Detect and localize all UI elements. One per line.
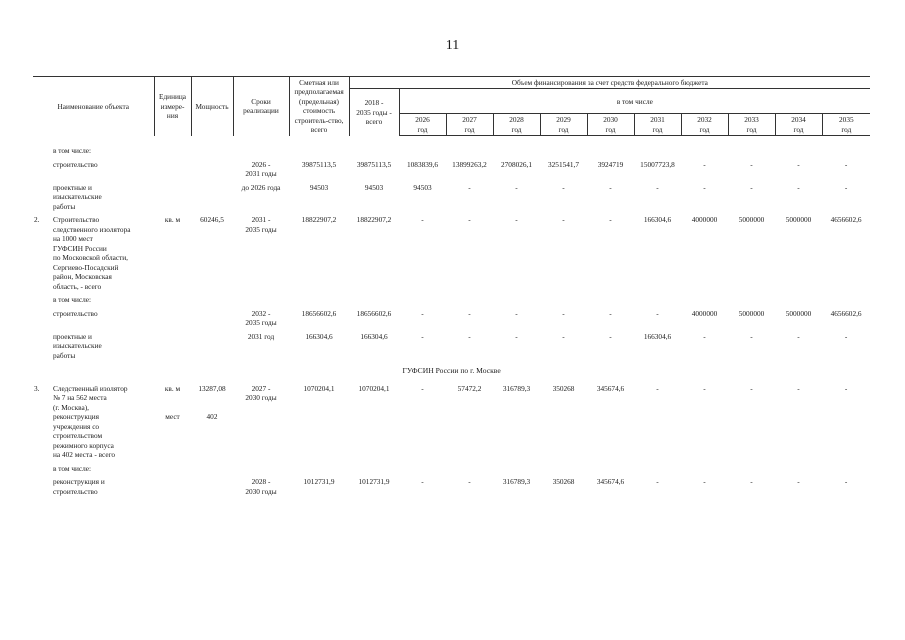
header-year: 2028 год [493, 114, 540, 136]
row-index [33, 307, 52, 330]
year-value-cell: - [468, 215, 471, 225]
cost-cell: 18656602,6 [301, 308, 337, 318]
year-value-cell [446, 293, 493, 306]
total-cell [349, 293, 399, 306]
year-value-cell: - [468, 308, 471, 318]
year-value-cell: - [421, 215, 424, 225]
year-value-cell: 2708026,1 [501, 159, 533, 169]
capacity-cell [191, 330, 233, 362]
year-value-cell: 350268 [552, 383, 575, 393]
object-name: строительство [53, 159, 98, 169]
terms-cell: 2028 - 2030 годы [245, 477, 277, 496]
table-body-object-3 [33, 382, 870, 498]
capacity-cell [191, 307, 233, 330]
header-year: 2035 год [822, 114, 870, 136]
cost-cell: 1012731,9 [303, 477, 335, 487]
row-index: 3. [34, 383, 40, 393]
cost-cell: 166304,6 [305, 331, 333, 341]
year-value-cell [681, 144, 728, 157]
total-cell: 18656602,6 [356, 308, 392, 318]
table-row [33, 307, 870, 330]
header-financing: Объем финансирования за счет средств федерального бюджета [349, 77, 870, 89]
total-cell: 1012731,9 [358, 477, 390, 487]
section-title: ГУФСИН России по г. Москве [402, 366, 501, 376]
year-value-cell: - [656, 182, 659, 192]
terms-cell [233, 293, 289, 306]
table-row [33, 475, 870, 498]
year-value-cell: - [844, 182, 848, 192]
row-index [33, 144, 52, 157]
year-value-cell: 350268 [552, 477, 575, 487]
unit-cell: кв. м мест [164, 383, 181, 422]
year-value-cell: 316789,3 [502, 477, 531, 487]
table-row [33, 382, 870, 462]
year-value-cell [634, 144, 681, 157]
year-value-cell [681, 293, 728, 306]
year-value-cell: - [515, 215, 518, 225]
year-value-cell: 4656602,6 [830, 308, 862, 318]
table-row [33, 293, 870, 306]
header-year: 2031 год [634, 114, 681, 136]
year-value-cell: 166304,6 [643, 331, 672, 341]
row-index [33, 158, 52, 181]
capacity-cell [191, 144, 233, 157]
table-body-object-1-2 [33, 136, 870, 362]
terms-cell: 2032 - 2035 годы [245, 308, 277, 328]
year-value-cell: 316789,3 [502, 383, 531, 393]
capacity-cell: 13287,08 402 [198, 383, 226, 422]
table-header [33, 77, 870, 136]
unit-cell [154, 307, 191, 330]
terms-cell [233, 144, 289, 157]
year-value-cell: - [609, 331, 612, 341]
year-value-cell [728, 293, 775, 306]
year-value-cell: - [797, 477, 800, 487]
unit-cell [154, 158, 191, 181]
year-value-cell: - [750, 383, 753, 393]
year-value-cell: - [797, 331, 800, 341]
table-row [33, 181, 870, 213]
year-value-cell: 166304,6 [643, 215, 672, 225]
table-section [33, 362, 870, 382]
year-value-cell: 5000000 [738, 308, 765, 318]
table-row [33, 144, 870, 157]
year-value-cell: - [609, 182, 612, 192]
total-cell: 94503 [364, 182, 384, 192]
header-including: в том числе [399, 89, 870, 114]
financing-table [33, 76, 870, 498]
year-value-cell: - [844, 159, 848, 169]
year-value-cell: - [609, 215, 612, 225]
year-value-cell: - [515, 182, 518, 192]
total-cell [349, 144, 399, 157]
terms-cell: 2026 - 2031 годы [245, 159, 277, 179]
year-value-cell: 3251541,7 [548, 159, 580, 169]
header-capacity: Мощность [191, 77, 233, 136]
capacity-cell: 60246,5 [200, 215, 224, 225]
year-value-cell [399, 144, 446, 157]
capacity-cell [191, 181, 233, 213]
unit-cell [154, 144, 191, 157]
unit-cell [154, 330, 191, 362]
year-value-cell: - [468, 331, 471, 341]
header-name: Наименование объекта [33, 77, 154, 136]
object-name: проектные и изыскательские работы [53, 182, 102, 211]
year-value-cell [822, 144, 870, 157]
cost-cell: 1070204,1 [303, 383, 335, 393]
year-value-cell: - [703, 477, 706, 487]
capacity-cell [191, 293, 233, 306]
total-cell: 39875113,5 [356, 159, 392, 169]
year-value-cell [493, 293, 540, 306]
header-year: 2026 год [399, 114, 446, 136]
year-value-cell: - [656, 477, 659, 487]
header-year: 2027 год [446, 114, 493, 136]
year-value-cell: - [750, 477, 753, 487]
year-value-cell: - [703, 383, 706, 393]
header-cost: Сметная или предполагаемая (предельная) стоимость строитель-ство, всего [289, 77, 349, 136]
page-number: 11 [445, 38, 460, 53]
unit-cell: кв. м [164, 215, 181, 225]
year-value-cell: 3924719 [597, 159, 624, 169]
terms-cell: 2031 - 2035 годы [245, 215, 277, 234]
year-value-cell: - [562, 331, 565, 341]
year-value-cell: - [609, 308, 612, 318]
object-name: в том числе: [53, 146, 92, 156]
cost-cell: 94503 [309, 182, 329, 192]
row-index: 2. [34, 215, 40, 225]
year-value-cell: - [515, 331, 518, 341]
row-index [33, 475, 52, 498]
cost-cell [289, 293, 349, 306]
year-value-cell: - [515, 308, 518, 318]
year-value-cell: 1083839,6 [407, 159, 439, 169]
row-index [33, 181, 52, 213]
year-value-cell [822, 462, 870, 475]
year-value-cell [634, 293, 681, 306]
object-name: Строительство следственного изолятора на 1000 мест ГУФСИН России по Московской области, Сергиево-Посадский район, Московская область, - всего [53, 215, 131, 291]
total-cell: 1070204,1 [358, 383, 390, 393]
year-value-cell: - [750, 182, 753, 192]
year-value-cell [728, 144, 775, 157]
year-value-cell [446, 144, 493, 157]
year-value-cell [587, 462, 634, 475]
year-value-cell [681, 462, 728, 475]
header-terms: Сроки реализации [233, 77, 289, 136]
year-value-cell: - [844, 331, 848, 341]
unit-cell [154, 462, 191, 475]
header-year: 2029 год [540, 114, 587, 136]
year-value-cell: - [562, 308, 565, 318]
year-value-cell: - [421, 477, 424, 487]
header-unit: Единица измере- ния [154, 77, 191, 136]
row-index [33, 330, 52, 362]
cost-cell [289, 144, 349, 157]
year-value-cell: - [703, 182, 706, 192]
year-value-cell [493, 462, 540, 475]
year-value-cell: - [703, 159, 706, 169]
year-value-cell: - [844, 383, 848, 393]
header-year: 2033 год [728, 114, 775, 136]
table-row [33, 213, 870, 293]
object-name: проектные и изыскательские работы [53, 331, 102, 360]
year-value-cell: 4000000 [691, 308, 718, 318]
table-row [33, 330, 870, 362]
object-name: строительство [53, 308, 98, 318]
year-value-cell: - [703, 331, 706, 341]
unit-cell [154, 475, 191, 498]
total-cell [349, 462, 399, 475]
year-value-cell: 4000000 [691, 215, 718, 225]
year-value-cell: - [421, 331, 424, 341]
year-value-cell: - [468, 477, 471, 487]
year-value-cell: 5000000 [738, 215, 765, 225]
terms-cell: 2031 год [247, 331, 275, 341]
object-name: Следственный изолятор № 7 на 562 места (г. Москва), реконструкция учреждения со строительством режимного корпуса на 402 места - всего [53, 383, 128, 460]
year-value-cell: - [562, 215, 565, 225]
unit-cell [154, 181, 191, 213]
year-value-cell [587, 293, 634, 306]
year-value-cell [728, 462, 775, 475]
table-row [33, 158, 870, 181]
year-value-cell [775, 462, 822, 475]
terms-cell: до 2026 года [241, 182, 281, 192]
capacity-cell [191, 462, 233, 475]
year-value-cell: 345674,6 [596, 383, 625, 393]
year-value-cell [634, 462, 681, 475]
year-value-cell [775, 293, 822, 306]
capacity-cell [191, 158, 233, 181]
year-value-cell [540, 462, 587, 475]
year-value-cell: - [797, 182, 800, 192]
year-value-cell [493, 144, 540, 157]
year-value-cell: - [421, 308, 424, 318]
year-value-cell: - [750, 159, 753, 169]
year-value-cell [822, 293, 870, 306]
year-value-cell: - [750, 331, 753, 341]
terms-cell [233, 462, 289, 475]
year-value-cell [540, 144, 587, 157]
object-name: реконструкция и строительство [53, 477, 105, 496]
object-name: в том числе: [53, 463, 92, 473]
year-value-cell: - [656, 383, 659, 393]
object-name: в том числе: [53, 295, 92, 305]
year-value-cell [399, 293, 446, 306]
year-value-cell: - [797, 383, 800, 393]
header-year: 2034 год [775, 114, 822, 136]
year-value-cell: - [421, 383, 424, 393]
year-value-cell: 15007723,8 [640, 159, 675, 169]
header-period-total: 2018 - 2035 годы - всего [349, 89, 399, 136]
year-value-cell: 5000000 [785, 215, 812, 225]
year-value-cell: 13899263,2 [452, 159, 487, 169]
year-value-cell: 57472,2 [457, 383, 482, 393]
cost-cell: 18822907,2 [301, 215, 337, 225]
table-row [33, 462, 870, 475]
year-value-cell [775, 144, 822, 157]
year-value-cell [540, 293, 587, 306]
header-year: 2030 год [587, 114, 634, 136]
year-value-cell [446, 462, 493, 475]
row-index [33, 462, 52, 475]
year-value-cell: 94503 [413, 182, 432, 192]
cost-cell [289, 462, 349, 475]
total-cell: 166304,6 [360, 331, 388, 341]
terms-cell: 2027 - 2030 годы [245, 383, 277, 403]
year-value-cell [399, 462, 446, 475]
total-cell: 18822907,2 [356, 215, 392, 225]
year-value-cell: 5000000 [785, 308, 812, 318]
year-value-cell: - [656, 308, 659, 318]
year-value-cell: 345674,6 [596, 477, 625, 487]
unit-cell [154, 293, 191, 306]
year-value-cell [587, 144, 634, 157]
year-value-cell: - [562, 182, 565, 192]
year-value-cell: - [468, 182, 471, 192]
year-value-cell: - [797, 159, 800, 169]
year-value-cell: 4656602,6 [830, 215, 862, 225]
capacity-cell [191, 475, 233, 498]
year-value-cell: - [844, 477, 848, 487]
row-index [33, 293, 52, 306]
header-year: 2032 год [681, 114, 728, 136]
cost-cell: 39875113,5 [301, 159, 337, 169]
